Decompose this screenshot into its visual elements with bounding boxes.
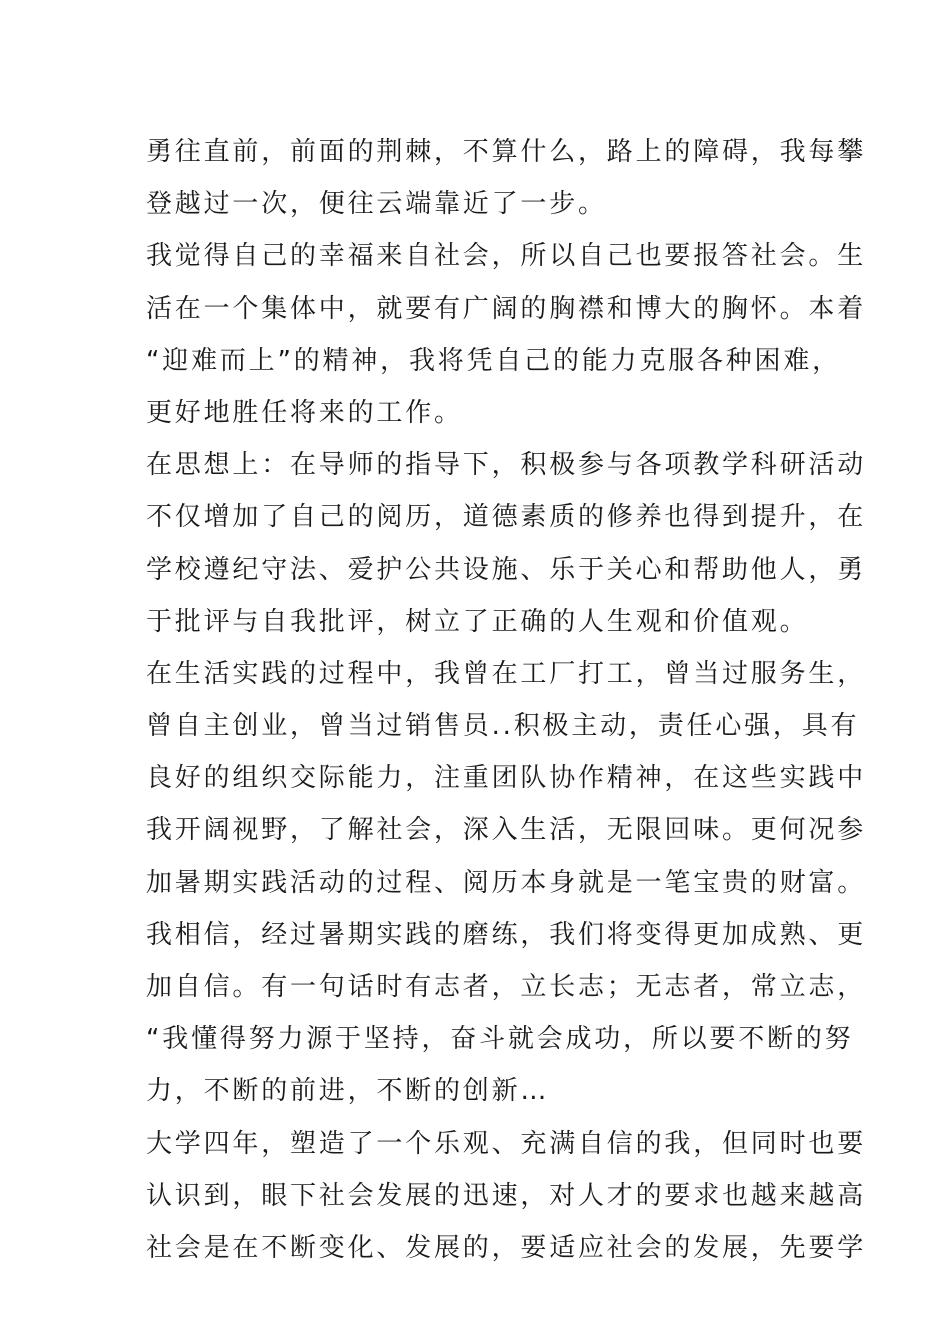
- body-text: [146, 126, 867, 1274]
- text-line: 在思想上：在导师的指导下，积极参与各项教学科研活动: [146, 450, 867, 481]
- text-line: 学校遵纪守法、爱护公共设施、乐于关心和帮助他人，勇: [146, 554, 867, 585]
- text-line: 于批评与自我批评，树立了正确的人生观和价值观。: [146, 606, 809, 637]
- text-line: 勇往直前，前面的荆棘，不算什么，路上的障碍，我每攀: [146, 137, 867, 167]
- text-line: 曾自主创业，曾当过销售员..积极主动，责任心强，具有: [146, 711, 860, 742]
- text-line: 登越过一次，便往云端靠近了一步。: [146, 189, 607, 220]
- text-line: 社会是在不断变化、发展的，要适应社会的发展，先要学: [146, 1232, 867, 1263]
- text-line: 在生活实践的过程中，我曾在工厂打工，曾当过服务生，: [146, 658, 867, 689]
- text-line: 大学四年，塑造了一个乐观、充满自信的我，但同时也要: [146, 1128, 867, 1159]
- text-line: 我觉得自己的幸福来自社会，所以自己也要报答社会。生: [146, 241, 867, 272]
- text-line: 活在一个集体中，就要有广阔的胸襟和博大的胸怀。本着: [146, 293, 867, 324]
- text-line: 不仅增加了自己的阅历，道德素质的修养也得到提升，在: [146, 502, 867, 533]
- text-line: 我开阔视野，了解社会，深入生活，无限回味。更何况参: [146, 815, 867, 846]
- text-line: 更好地胜任将来的工作。: [146, 397, 463, 428]
- text-line: 我相信，经过暑期实践的磨练，我们将变得更加成熟、更: [146, 919, 867, 950]
- text-line: 加自信。有一句话时有志者，立长志；无志者，常立志，: [146, 972, 867, 1002]
- text-line: 良好的组织交际能力，注重团队协作精神，在这些实践中: [146, 763, 867, 794]
- text-line: 加暑期实践活动的过程、阅历本身就是一笔宝贵的财富。: [146, 867, 867, 898]
- text-line: 认识到，眼下社会发展的迅速，对人才的要求也越来越高: [146, 1180, 867, 1211]
- text-line: “我懂得努力源于坚持，奋斗就会成功，所以要不断的努: [146, 1024, 854, 1055]
- text-line: “迎难而上”的精神，我将凭自己的能力克服各种困难，: [146, 345, 841, 376]
- text-line: 力，不断的前进，不断的创新…: [146, 1076, 550, 1107]
